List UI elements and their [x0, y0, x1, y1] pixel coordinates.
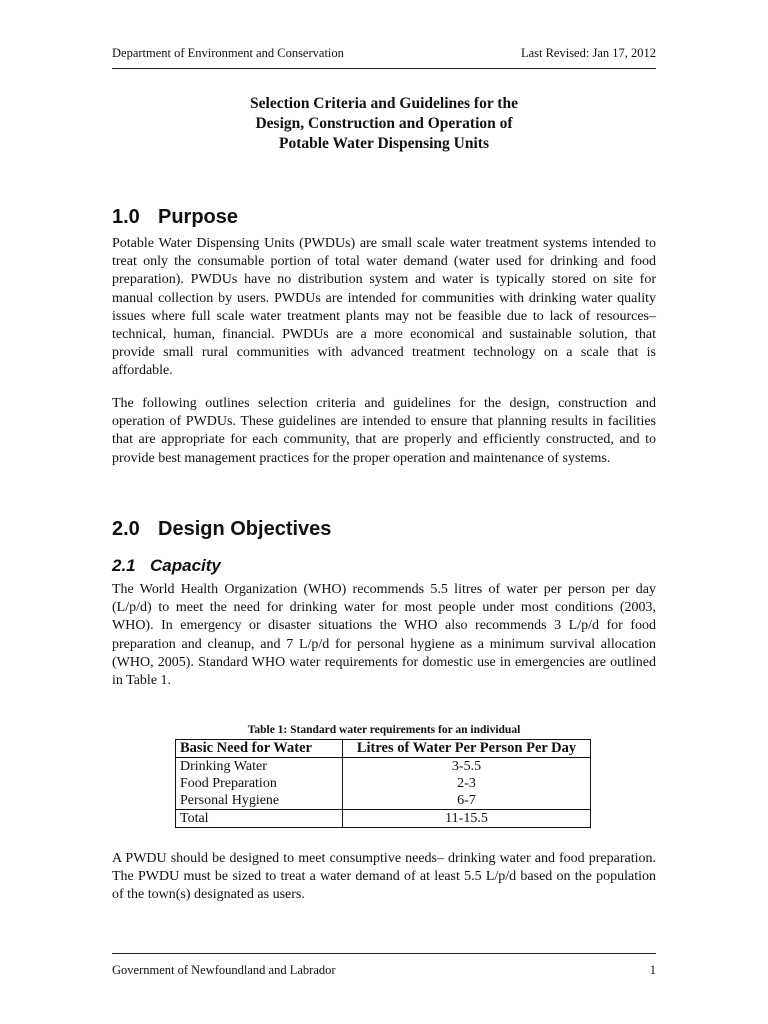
page-header [112, 46, 656, 61]
section-title: Design Objectives [158, 518, 332, 540]
column-header: Basic Need for Water [176, 740, 343, 758]
page-number: 1 [649, 963, 656, 977]
table-cell: 3-5.5 [343, 758, 591, 776]
section-title: Purpose [158, 206, 239, 228]
purpose-paragraph-2: The following outlines selection criteria and guidelines for the design, construction and operation of PWDUs. These guidelines are intended to ensure that planning results in facilities that are appropriate for each community, that are properly and efficiently constructed, and to provide best management practices for the proper operation and maintenance of systems. [112, 396, 656, 466]
document-page [112, 0, 656, 1024]
table-cell: 2-3 [343, 775, 591, 792]
subsection-heading-capacity [112, 556, 221, 576]
table-header-row [176, 740, 591, 758]
table-cell: Drinking Water [176, 758, 343, 776]
subsection-title: Capacity [150, 556, 221, 575]
section-number: 2.0 [112, 518, 140, 540]
purpose-paragraph-1: Potable Water Dispensing Units (PWDUs) are small scale water treatment systems intended to treat only the consumable portion of total water demand (water used for drinking and food preparation). PWDUs have no distribution system and water is typically stored on site for manual collection by users. PWDUs are intended for communities with drinking water quality issues where full scale water treatment plants may not be feasible due to lack of resources– technical, human, financial. PWDUs are a more economical and sustainable solution, that provide small rural communities with advanced treatment technology on a scale that is affordable. [112, 236, 656, 379]
section-heading-design-objectives [112, 518, 331, 541]
table-row [176, 775, 591, 792]
header-department: Department of Environment and Conservation [112, 46, 344, 60]
header-revision-date: Last Revised: Jan 17, 2012 [520, 46, 656, 60]
title-line: Potable Water Dispensing Units [279, 135, 489, 152]
table-row [176, 758, 591, 776]
column-header: Litres of Water Per Person Per Day [343, 740, 591, 758]
section-number: 1.0 [112, 206, 140, 228]
title-line: Design, Construction and Operation of [255, 115, 513, 132]
table-cell: Personal Hygiene [176, 792, 343, 810]
table-row [176, 792, 591, 810]
document-title [112, 94, 656, 154]
capacity-paragraph-1: The World Health Organization (WHO) recommends 5.5 litres of water per person per day (L/p/d) to meet the need for drinking water for most people under most conditions (2003, WHO). In emergency or disaster situations the WHO also recommends 3 L/p/d for food preparation and cleanup, and 7 L/p/d for personal hygiene as a minimum survival allocation (WHO, 2005). Standard WHO water requirements for domestic use in emergencies are outlined in Table 1. [112, 582, 656, 689]
page-footer [112, 963, 656, 978]
table-caption: Table 1: Standard water requirements for an individual [247, 724, 521, 736]
header-divider [112, 68, 656, 69]
table-cell: Total [176, 810, 343, 828]
footer-organization: Government of Newfoundland and Labrador [112, 963, 336, 977]
subsection-number: 2.1 [112, 556, 136, 575]
section-heading-purpose [112, 206, 238, 229]
title-line: Selection Criteria and Guidelines for the [250, 95, 518, 112]
footer-divider [112, 953, 656, 954]
capacity-paragraph-2: A PWDU should be designed to meet consumptive needs– drinking water and food preparation. The PWDU must be sized to treat a water demand of at least 5.5 L/p/d based on the population of the town(s) designated as users. [112, 851, 656, 903]
table-cell: 6-7 [343, 792, 591, 810]
table-cell: 11-15.5 [343, 810, 591, 828]
table-cell: Food Preparation [176, 775, 343, 792]
table-row [176, 810, 591, 828]
water-requirements-table [175, 739, 591, 828]
